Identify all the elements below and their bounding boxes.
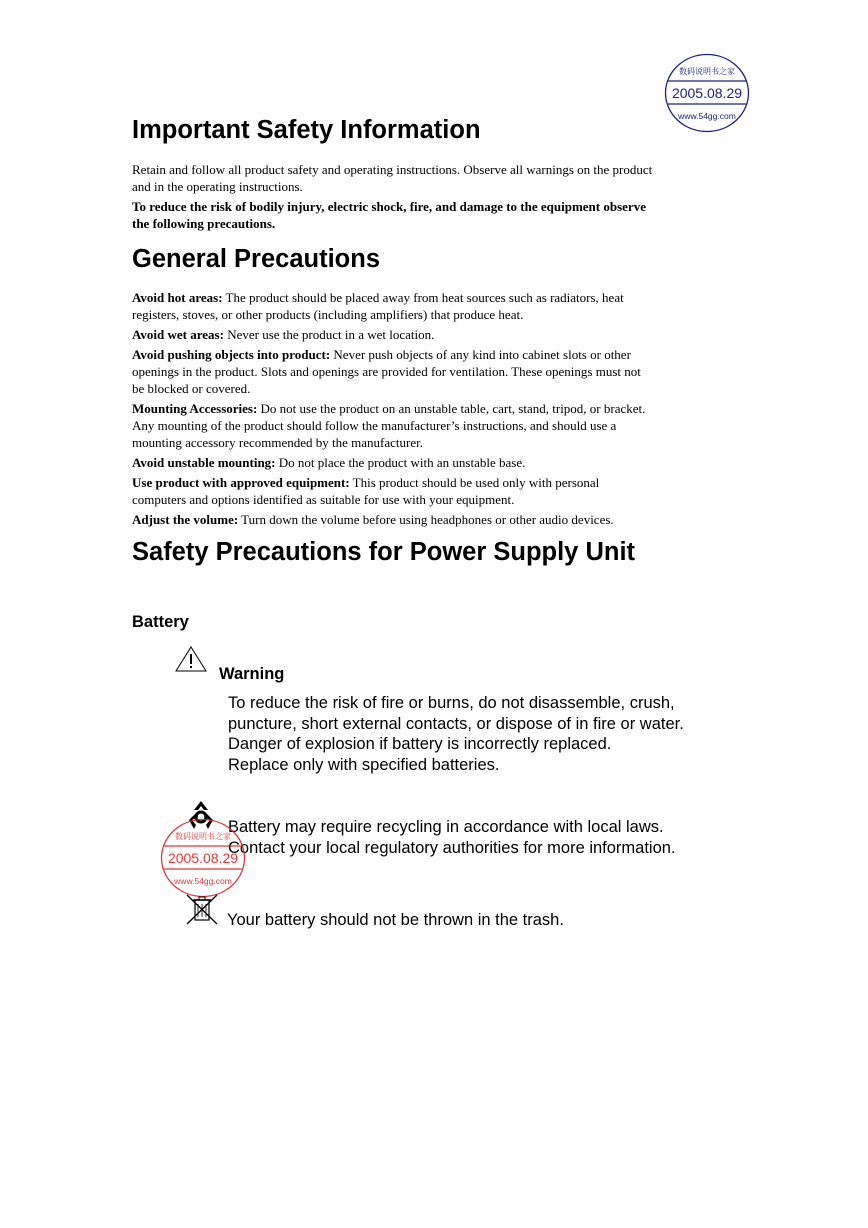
warning-label: Warning — [219, 665, 285, 683]
precaution-term: Avoid hot areas: — [132, 290, 223, 305]
trash-text: Your battery should not be thrown in the trash. — [227, 911, 564, 929]
intro-line-2: and in the operating instructions. — [132, 179, 303, 194]
precaution-term: Avoid pushing objects into product: — [132, 347, 331, 362]
precaution-text: computers and options identified as suitable for use with your equipment. — [132, 492, 515, 507]
warning-text — [228, 693, 684, 775]
precaution-term: Mounting Accessories: — [132, 401, 258, 416]
precaution-text: Never push objects of any kind into cabinet slots or other — [330, 347, 631, 362]
bold-line-2: the following precautions. — [132, 216, 276, 231]
precaution-item — [132, 289, 732, 323]
battery-heading: Battery — [132, 613, 189, 631]
precaution-item — [132, 400, 732, 451]
stamp-top-url: www.54gg.com — [678, 111, 736, 121]
precaution-term: Avoid unstable mounting: — [132, 455, 276, 470]
precaution-term: Avoid wet areas: — [132, 327, 224, 342]
warning-line: puncture, short external contacts, or dispose of in fire or water. — [228, 714, 684, 733]
precaution-text: Never use the product in a wet location. — [223, 327, 435, 342]
recycle-text — [228, 817, 676, 858]
stamp-top — [664, 52, 752, 134]
precaution-term: Use product with approved equipment: — [132, 475, 350, 490]
stamp-bottom-date: 2005.08.29 — [167, 850, 239, 866]
stamp-top-date: 2005.08.29 — [671, 85, 743, 101]
precaution-item — [132, 511, 732, 528]
recycle-line: Battery may require recycling in accordance with local laws. — [228, 818, 664, 836]
precaution-text: This product should be used only with personal — [349, 475, 600, 490]
precaution-term: Adjust the volume: — [132, 512, 239, 527]
precaution-text: Do not place the product with an unstable base. — [275, 455, 526, 470]
power-title: Safety Precautions for Power Supply Unit — [132, 538, 636, 566]
intro-line-1: Retain and follow all product safety and operating instructions. Observe all warnings on the product — [132, 162, 653, 177]
stamp-bottom-site: 数码说明书之家 — [175, 832, 231, 841]
general-title: General Precautions — [132, 245, 381, 273]
precaution-text: be blocked or covered. — [132, 381, 251, 396]
bold-line-1: To reduce the risk of bodily injury, electric shock, fire, and damage to the equipment observe — [132, 199, 646, 214]
precaution-text: The product should be placed away from heat sources such as radiators, heat — [222, 290, 624, 305]
warning-line: Danger of explosion if battery is incorrectly replaced. — [228, 735, 612, 753]
warning-line: To reduce the risk of fire or burns, do not disassemble, crush, — [228, 694, 675, 712]
precaution-text: Any mounting of the product should follow the manufacturer’s instructions, and should use a — [132, 418, 617, 433]
important-title: Important Safety Information — [132, 116, 481, 144]
warning-triangle-icon — [174, 645, 208, 673]
precaution-text: mounting accessory recommended by the manufacturer. — [132, 435, 423, 450]
precaution-text: registers, stoves, or other products (including amplifiers) that produce heat. — [132, 307, 524, 322]
precaution-item — [132, 346, 732, 397]
stamp-top-site: 数码说明书之家 — [679, 67, 735, 76]
general-list — [132, 289, 732, 531]
precaution-item — [132, 454, 732, 471]
recycle-line: Contact your local regulatory authorities for more information. — [228, 838, 676, 857]
stamp-bottom-url: www.54gg.com — [174, 876, 232, 886]
crossed-bin-icon — [184, 893, 220, 927]
precaution-item — [132, 474, 732, 508]
warning-line: Replace only with specified batteries. — [228, 755, 500, 774]
important-intro — [132, 161, 732, 232]
precaution-text: openings in the product. Slots and openings are provided for ventilation. These openings must not — [132, 364, 641, 379]
stamp-bottom — [160, 817, 248, 899]
precaution-text: Turn down the volume before using headphones or other audio devices. — [238, 512, 614, 527]
precaution-text: Do not use the product on an unstable table, cart, stand, tripod, or bracket. — [257, 401, 646, 416]
precaution-item — [132, 326, 732, 343]
